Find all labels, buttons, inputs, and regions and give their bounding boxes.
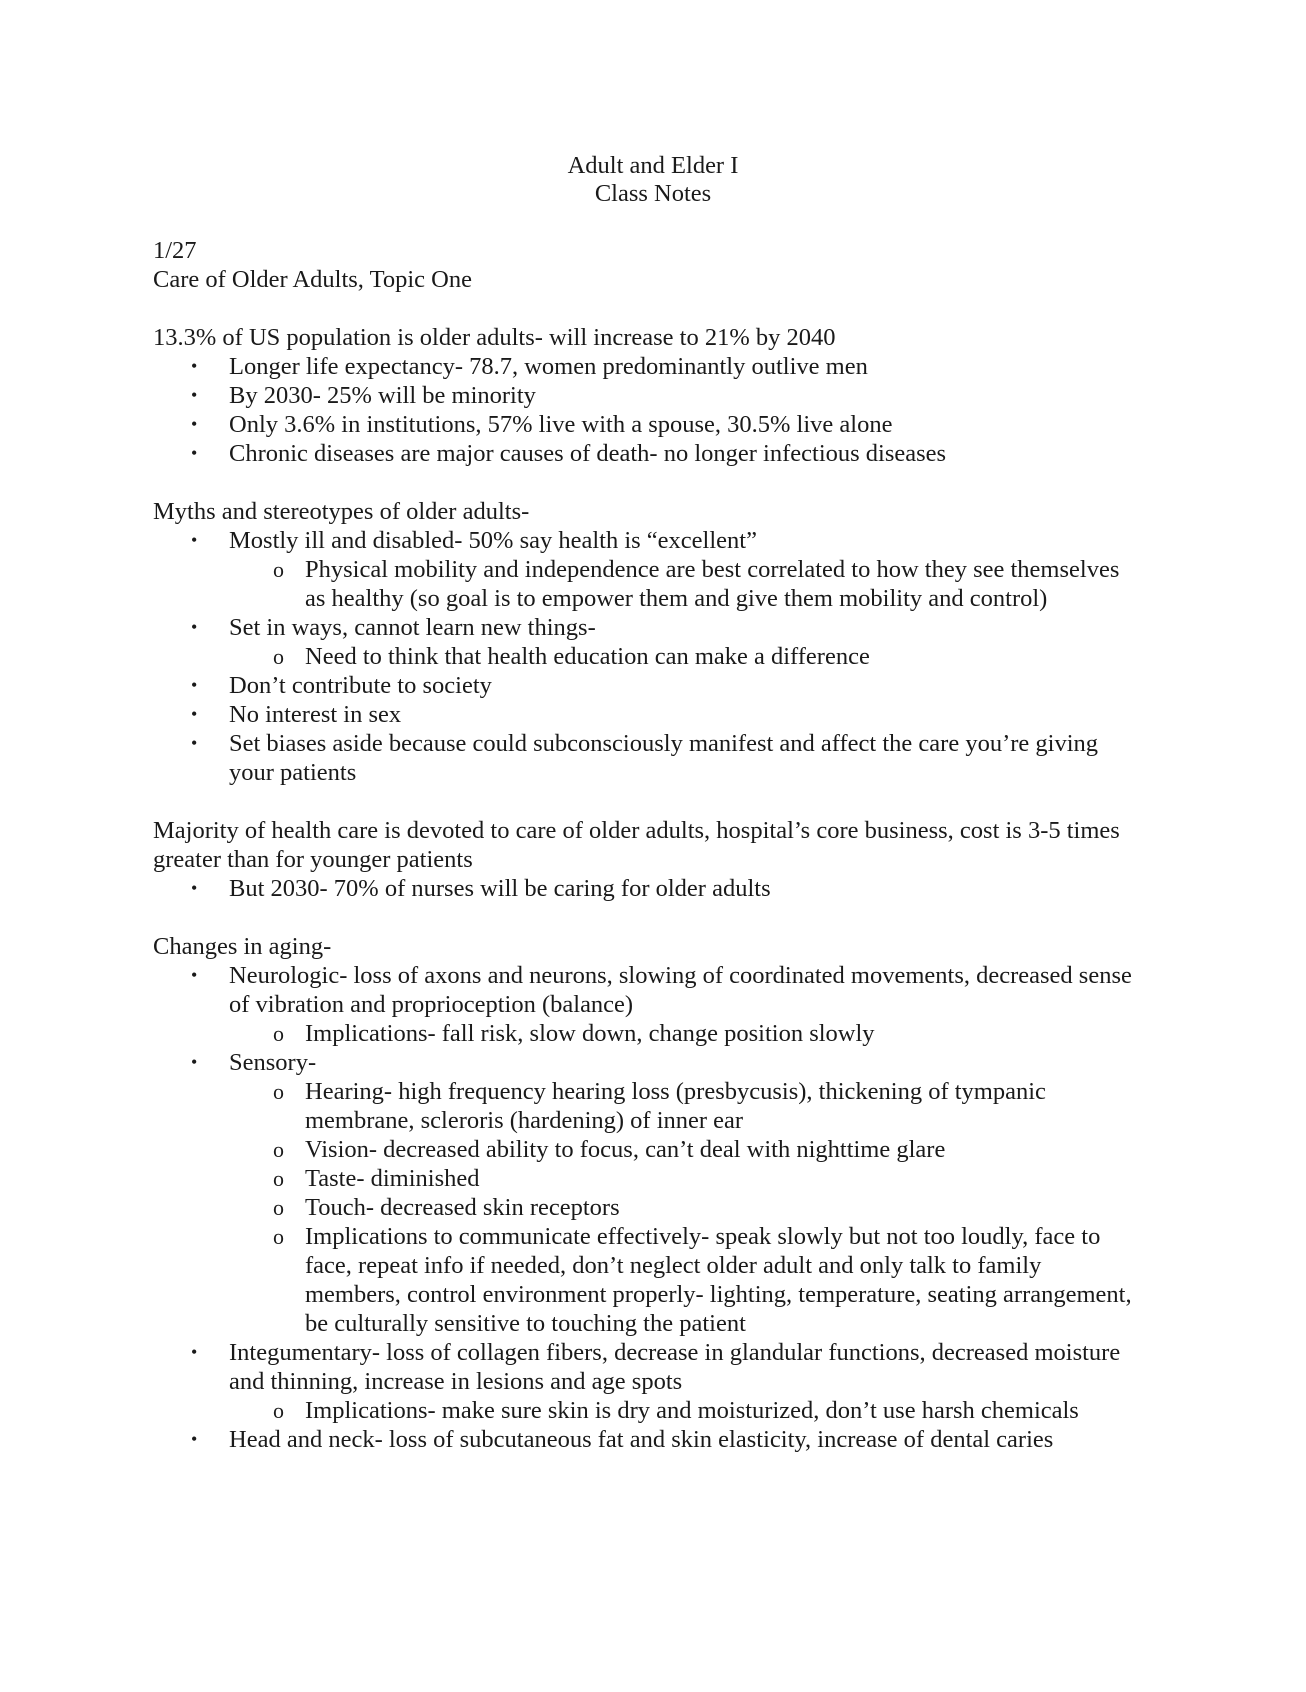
sub-bullet-icon: o — [273, 644, 284, 669]
list-item: • Integumentary- loss of collagen fibers, decrease in glandular functions, decreased moisture and thinning, increase in lesions and age spots o Implications- make sure skin is dry and moisturized, don’t use harsh chemicals — [153, 1338, 1143, 1425]
majority-heading: Majority of health care is devoted to care of older adults, hospital’s core business, cost is 3-5 times greater than for younger patients — [153, 817, 1120, 873]
myths-list — [153, 526, 1143, 787]
bullet-icon: • — [191, 733, 198, 753]
list-item: • But 2030- 70% of nurses will be caring for older adults — [191, 875, 771, 902]
sub-bullet-icon: o — [273, 1079, 284, 1104]
sub-bullet-icon: o — [273, 557, 284, 582]
sub-bullet-icon: o — [273, 1137, 284, 1162]
bullet-icon: • — [191, 617, 198, 637]
majority-list — [153, 874, 1143, 903]
list-item: • By 2030- 25% will be minority — [191, 382, 536, 409]
list-item: • Don’t contribute to society — [191, 672, 492, 699]
sub-list-item: o Implications to communicate effectively- speak slowly but not too loudly, face to face, repeat info if needed, don’t neglect older adult and only talk to family members, control environment properly- lighting, temperature, seating arrangement, be culturally sensitive to touching the patient — [273, 1223, 1132, 1337]
bullet-icon: • — [191, 1429, 198, 1449]
sub-list-item: o Touch- decreased skin receptors — [273, 1194, 620, 1221]
list-item: • Sensory- o Hearing- high frequency hearing loss (presbycusis), thickening of tympanic membrane, scleroris (hardening) of inner ear o Vision- decreased ability to focus, can’t deal with nighttime glare o Taste- diminished o Touch- decreased skin receptors o Implications to communicate effectively- speak slowly but not too loudly, face to face, repeat info if needed, don’t neglect older adult and only talk to family members, control environment properly- lighting, temperature, seating arrangement, be culturally sensitive to touching the patient — [153, 1048, 1143, 1338]
sub-list-item: o Implications- make sure skin is dry and moisturized, don’t use harsh chemicals — [273, 1397, 1079, 1424]
note-date: 1/27 — [153, 237, 197, 264]
sub-bullet-icon: o — [273, 1224, 284, 1249]
sub-list-item: o Physical mobility and independence are best correlated to how they see themselves as healthy (so goal is to empower them and give them mobility and control) — [273, 556, 1120, 612]
population-heading: 13.3% of US population is older adults- will increase to 21% by 2040 — [153, 324, 836, 351]
list-item: • Set in ways, cannot learn new things- o Need to think that health education can make a difference — [153, 613, 1143, 671]
list-item: • Neurologic- loss of axons and neurons, slowing of coordinated movements, decreased sense of vibration and proprioception (balance) o Implications- fall risk, slow down, change position slowly — [153, 961, 1143, 1048]
sub-bullet-icon: o — [273, 1166, 284, 1191]
list-item: • Set biases aside because could subconsciously manifest and affect the care you’re giving your patients — [191, 730, 1099, 786]
sub-list-item: o Hearing- high frequency hearing loss (presbycusis), thickening of tympanic membrane, scleroris (hardening) of inner ear — [273, 1078, 1046, 1134]
sub-bullet-icon: o — [273, 1398, 284, 1423]
list-item: • Only 3.6% in institutions, 57% live with a spouse, 30.5% live alone — [191, 411, 893, 438]
list-item: • Chronic diseases are major causes of death- no longer infectious diseases — [191, 440, 947, 467]
sub-list-item: o Need to think that health education can make a difference — [273, 643, 870, 670]
title-line-1: Adult and Elder I — [567, 152, 739, 179]
list-item: • Longer life expectancy- 78.7, women predominantly outlive men — [191, 353, 868, 380]
myths-heading: Myths and stereotypes of older adults- — [153, 498, 530, 525]
document-title — [153, 152, 1153, 208]
population-list — [153, 352, 1143, 468]
bullet-icon: • — [191, 675, 198, 695]
changes-heading: Changes in aging- — [153, 933, 332, 960]
list-item: • No interest in sex — [191, 701, 402, 728]
list-item: • Mostly ill and disabled- 50% say health is “excellent” o Physical mobility and independence are best correlated to how they see themselves as healthy (so goal is to empower them and give them mobility and control) — [153, 526, 1143, 613]
title-line-2: Class Notes — [594, 180, 712, 207]
bullet-icon: • — [191, 385, 198, 405]
changes-list — [153, 961, 1143, 1454]
document-page — [153, 152, 1143, 1454]
bullet-icon: • — [191, 878, 198, 898]
topic-heading: Care of Older Adults, Topic One — [153, 266, 472, 293]
bullet-icon: • — [191, 356, 198, 376]
bullet-icon: • — [191, 1052, 198, 1072]
bullet-icon: • — [191, 530, 198, 550]
sub-bullet-icon: o — [273, 1195, 284, 1220]
sub-list-item: o Vision- decreased ability to focus, can’t deal with nighttime glare — [273, 1136, 946, 1163]
bullet-icon: • — [191, 704, 198, 724]
bullet-icon: • — [191, 1342, 198, 1362]
sub-bullet-icon: o — [273, 1021, 284, 1046]
sub-list-item: o Implications- fall risk, slow down, change position slowly — [273, 1020, 875, 1047]
bullet-icon: • — [191, 414, 198, 434]
bullet-icon: • — [191, 443, 198, 463]
bullet-icon: • — [191, 965, 198, 985]
sub-list-item: o Taste- diminished — [273, 1165, 480, 1192]
list-item: • Head and neck- loss of subcutaneous fat and skin elasticity, increase of dental caries — [191, 1426, 1054, 1453]
